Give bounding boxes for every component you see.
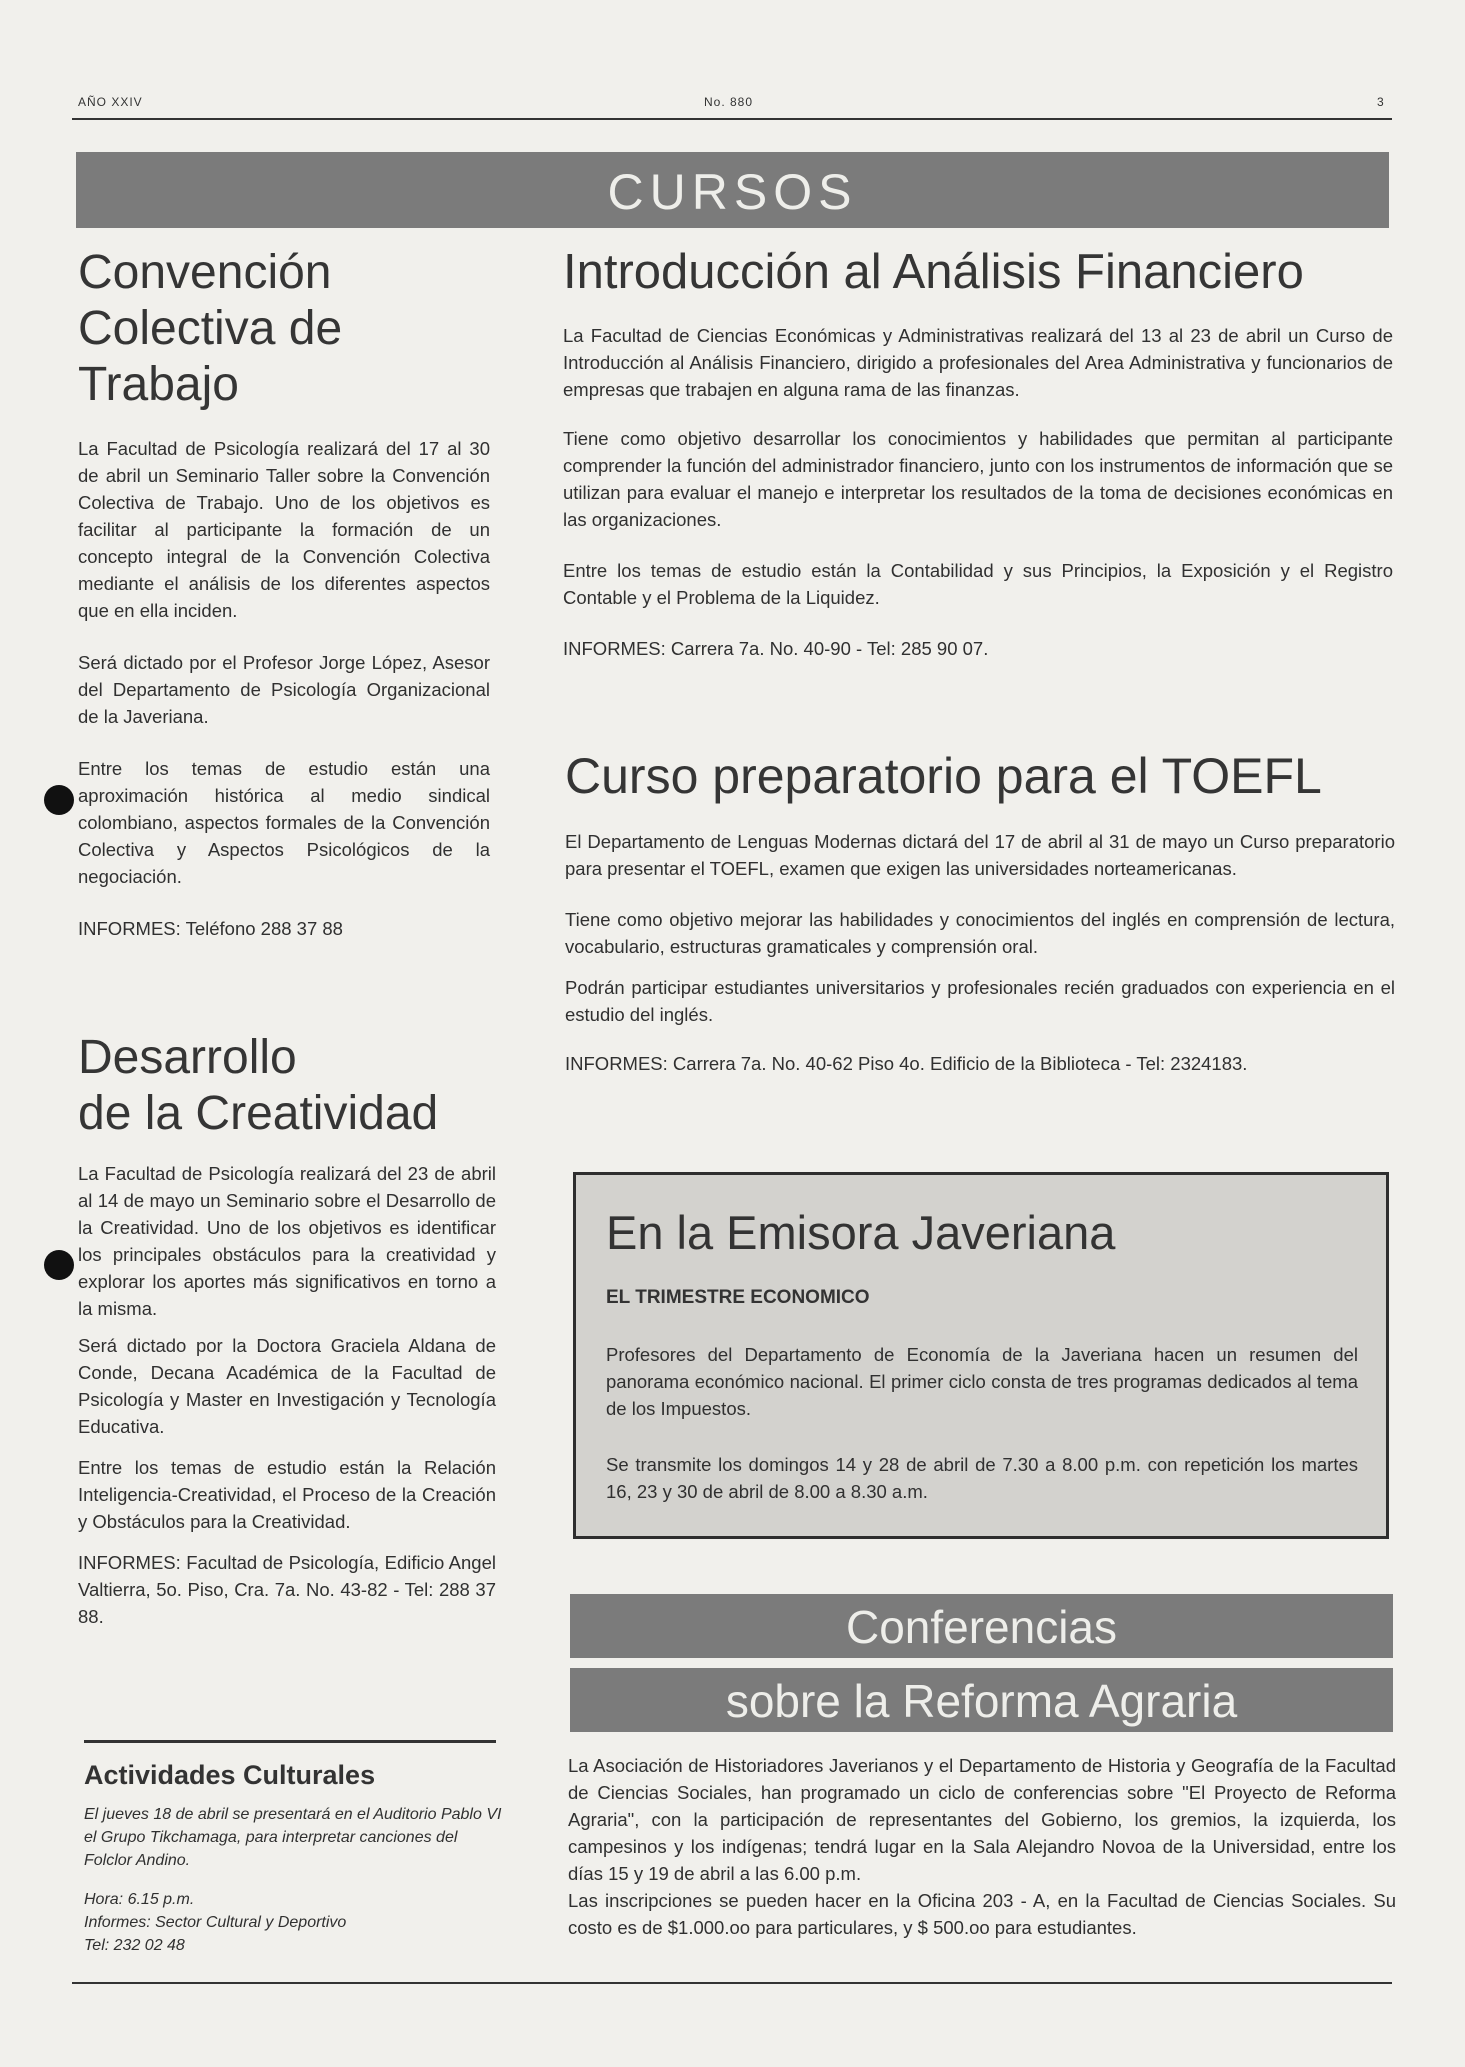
section-divider — [84, 1740, 496, 1743]
toefl-informes: INFORMES: Carrera 7a. No. 40-62 Piso 4o. Edificio de la Biblioteca - Tel: 2324183. — [565, 1053, 1248, 1074]
actividades-article — [84, 1760, 504, 1957]
actividades-tel: Tel: 232 02 48 — [84, 1937, 185, 1954]
punch-hole — [44, 1250, 74, 1280]
punch-hole — [44, 785, 74, 815]
emisora-title: En la Emisora Javeriana — [606, 1206, 1116, 1259]
conferencias-subtitle-bar: sobre la Reforma Agraria — [570, 1668, 1393, 1732]
cursos-banner: CURSOS — [76, 152, 1389, 228]
convencion-paragraph: La Facultad de Psicología realizará del 17 al 30 de abril un Seminario Taller sobre la Convención Colectiva de Trabajo. Uno de los objetivos es facilitar al participante la formación de un concepto integral de la Convención Colectiva mediante el análisis de los diferentes aspectos que en ella inciden. — [78, 438, 490, 621]
conferencias-paragraph: La Asociación de Historiadores Javerianos y el Departamento de Historia y Geografía de la Facultad de Ciencias Sociales, han programado un ciclo de conferencias sobre "El Proyecto de Reforma Agraria", con la participación de representantes del Gobierno, los gremios, la izquierda, los campesinos y los indígenas; tendrá lugar en la Sala Alejandro Novoa de la Universidad, entre los días 15 y 19 de abril a las 6.00 p.m. — [568, 1755, 1396, 1884]
conferencias-article — [568, 1752, 1396, 1941]
convencion-title: Convención Colectiva de Trabajo — [78, 246, 343, 411]
convencion-paragraph: Entre los temas de estudio están una aproximación histórica al medio sindical colombiano, aspectos formales de la Convención Colectiva y Aspectos Psicológicos de la negociación. — [78, 758, 490, 887]
analisis-article — [563, 244, 1393, 662]
analisis-paragraph: La Facultad de Ciencias Económicas y Administrativas realizará del 13 al 23 de abril un Curso de Introducción al Análisis Financiero, dirigido a profesionales del Area Administrativa y funcionarios de empresas que trabajen en alguna rama de las finanzas. — [563, 325, 1393, 400]
footer-rule — [72, 1982, 1392, 1984]
analisis-title: Introducción al Análisis Financiero — [563, 245, 1304, 299]
convencion-informes: INFORMES: Teléfono 288 37 88 — [78, 918, 343, 939]
toefl-paragraph: Tiene como objetivo mejorar las habilidades y conocimientos del inglés en comprensión de lectura, vocabulario, estructuras gramaticales y comprensión oral. — [565, 909, 1395, 957]
convencion-paragraph: Será dictado por el Profesor Jorge López, Asesor del Departamento de Psicología Organizacional de la Javeriana. — [78, 652, 490, 727]
emisora-paragraph: Profesores del Departamento de Economía de la Javeriana hacen un resumen del panorama económico nacional. El primer ciclo consta de tres programas dedicados al tema de los Impuestos. — [606, 1344, 1358, 1419]
conferencias-paragraph: Las inscripciones se pueden hacer en la Oficina 203 - A, en la Facultad de Ciencias Sociales. Su costo es de $1.000.oo para particulares, y $ 500.oo para estudiantes. — [568, 1890, 1396, 1938]
actividades-hora: Hora: 6.15 p.m. — [84, 1891, 195, 1908]
issue-number: No. 880 — [704, 95, 754, 109]
toefl-paragraph: El Departamento de Lenguas Modernas dictará del 17 de abril al 31 de mayo un Curso preparatorio para presentar el TOEFL, examen que exigen las universidades norteamericanas. — [565, 831, 1395, 879]
actividades-paragraph: El jueves 18 de abril se presentará en el Auditorio Pablo VI el Grupo Tikchamaga, para interpretar canciones del Folclor Andino. — [84, 1806, 502, 1869]
creatividad-informes: INFORMES: Facultad de Psicología, Edificio Angel Valtierra, 5o. Piso, Cra. 7a. No. 43-82 - Tel: 288 37 88. — [78, 1552, 496, 1627]
creatividad-paragraph: La Facultad de Psicología realizará del 23 de abril al 14 de mayo un Seminario sobre el Desarrollo de la Creatividad. Uno de los objetivos es identificar los principales obstáculos para la creatividad y explorar los aportes más significativos en torno a la misma. — [78, 1163, 496, 1319]
creatividad-paragraph: Entre los temas de estudio están la Relación Inteligencia-Creatividad, el Proceso de la Creación y Obstáculos para la Creatividad. — [78, 1457, 496, 1532]
header-rule — [72, 118, 1392, 120]
emisora-subtitle: EL TRIMESTRE ECONOMICO — [606, 1287, 870, 1308]
page-number: 3 — [1377, 95, 1385, 109]
toefl-title: Curso preparatorio para el TOEFL — [565, 748, 1322, 804]
convencion-article — [78, 245, 490, 942]
creatividad-title: Desarrollo de la Creatividad — [78, 1031, 439, 1140]
year-label: AÑO XXIV — [78, 95, 143, 109]
analisis-informes: INFORMES: Carrera 7a. No. 40-90 - Tel: 285 90 07. — [563, 638, 989, 659]
emisora-box — [573, 1172, 1389, 1539]
toefl-paragraph: Podrán participar estudiantes universitarios y profesionales recién graduados con experiencia en el estudio del inglés. — [565, 977, 1395, 1025]
conferencias-title-bar: Conferencias — [570, 1594, 1393, 1658]
actividades-informes: Informes: Sector Cultural y Deportivo — [84, 1914, 347, 1931]
toefl-article — [565, 748, 1395, 1077]
analisis-paragraph: Tiene como objetivo desarrollar los conocimientos y habilidades que permitan al participante comprender la función del administrador financiero, junto con los instrumentos de información que se utilizan para evaluar el manejo e interpretar los resultados de la toma de decisiones económicas en las organizaciones. — [563, 428, 1393, 530]
actividades-title: Actividades Culturales — [84, 1760, 376, 1790]
analisis-paragraph: Entre los temas de estudio están la Contabilidad y sus Principios, la Exposición y el Registro Contable y el Problema de la Liquidez. — [563, 560, 1393, 608]
creatividad-article — [78, 1030, 496, 1630]
emisora-paragraph: Se transmite los domingos 14 y 28 de abril de 7.30 a 8.00 p.m. con repetición los martes 16, 23 y 30 de abril de 8.00 a 8.30 a.m. — [606, 1454, 1358, 1502]
creatividad-paragraph: Será dictado por la Doctora Graciela Aldana de Conde, Decana Académica de la Facultad de Psicología y Master en Investigación y Tecnología Educativa. — [78, 1335, 496, 1437]
